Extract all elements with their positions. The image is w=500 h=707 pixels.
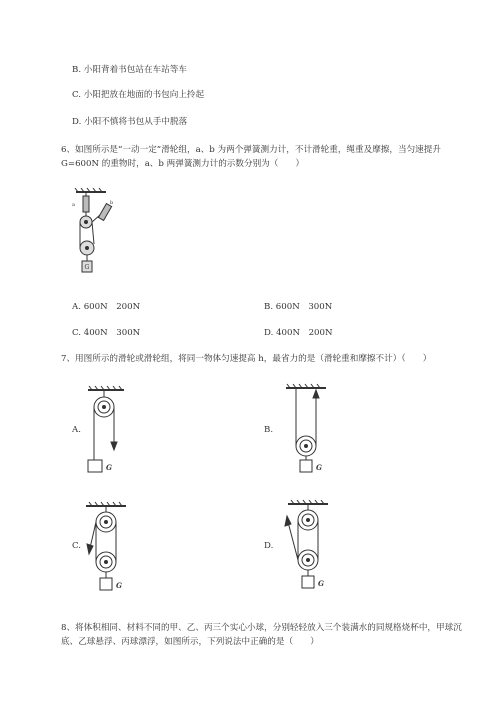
q7-stem: 7、用图所示的滑轮或滑轮组，将同一物体匀速提高 h，最省力的是（滑轮重和摩擦不计）（ ） bbox=[61, 354, 432, 364]
q6-option-c: C. 400N 300N bbox=[72, 328, 141, 338]
q7-label-b: B. bbox=[264, 425, 274, 435]
q6-pulley-figure bbox=[70, 186, 120, 282]
q7-figure-a bbox=[84, 384, 134, 476]
q7-label-c: C. bbox=[72, 541, 82, 551]
q7-weight-d: G bbox=[318, 579, 324, 588]
q6-label-g: G bbox=[84, 264, 90, 271]
q7-weight-b: G bbox=[316, 463, 322, 472]
q5-option-b: B. 小阳背着书包站在车站等车 bbox=[72, 65, 187, 75]
q7-weight-a: G bbox=[106, 463, 112, 472]
q6-stem: 6、如图所示是“一动一定”滑轮组，a、b 为两个弹簧测力计，不计滑轮重，绳重及摩擦，当匀速提升 G=600N 的重物时，a、b 两弹簧测力计的示数分别为（ ） bbox=[61, 145, 441, 169]
q7-weight-c: G bbox=[116, 581, 122, 590]
q7-figure-d bbox=[280, 496, 334, 594]
q6-option-d: D. 400N 200N bbox=[264, 328, 333, 338]
q7-label-a: A. bbox=[72, 425, 81, 435]
q6-option-b: B. 600N 300N bbox=[264, 302, 333, 312]
q5-option-c: C. 小阳把放在地面的书包向上拎起 bbox=[72, 90, 205, 100]
q8-stem: 8、将体积相同、材料不同的甲、乙、丙三个实心小球，分别轻轻放入三个装满水的同规格烧杯中，甲球沉底、乙球悬浮、丙球漂浮，如图所示，下列说法中正确的是（ ） bbox=[61, 623, 462, 647]
q6-option-a: A. 600N 200N bbox=[72, 302, 141, 312]
q7-label-d: D. bbox=[264, 541, 274, 551]
q6-label-a: a bbox=[72, 202, 75, 208]
q5-option-d: D. 小阳不慎将书包从手中脱落 bbox=[72, 117, 188, 127]
q7-figure-c bbox=[82, 500, 134, 594]
q7-figure-b bbox=[284, 382, 332, 476]
q6-label-b: b bbox=[110, 200, 114, 206]
